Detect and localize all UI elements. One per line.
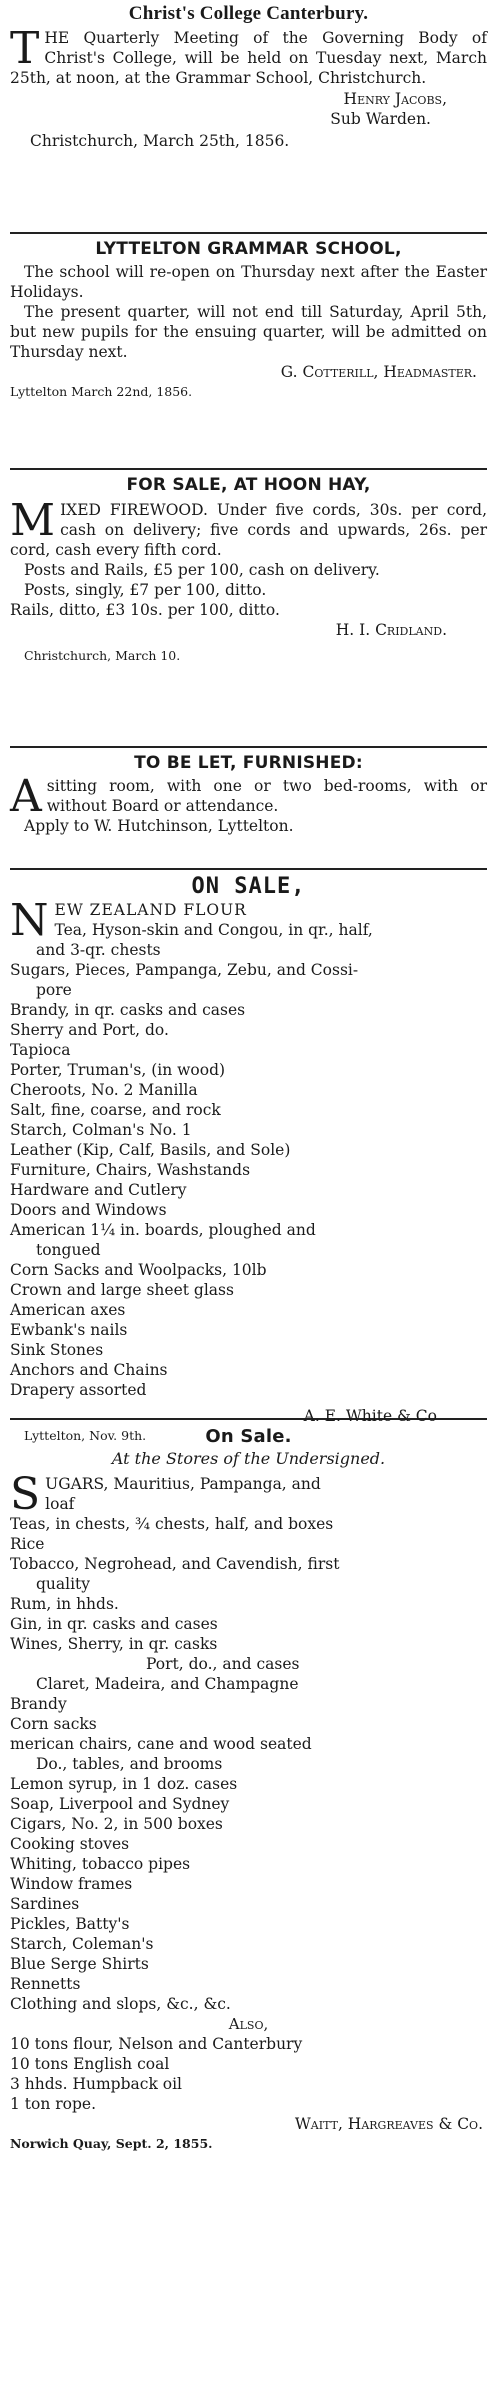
- list-item: Anchors and Chains: [10, 1361, 168, 1379]
- goods-list: [10, 920, 487, 1400]
- list-item: Tapioca: [10, 1041, 71, 1059]
- ad-signer: A. E. White & Co: [303, 1407, 437, 1425]
- list-item: Tobacco, Negrohead, and Cavendish, first: [10, 1555, 340, 1573]
- drop-cap: M: [10, 495, 56, 546]
- list-item: Leather (Kip, Calf, Basils, and Sole): [10, 1141, 291, 1159]
- list-item: Starch, Coleman's: [10, 1935, 154, 1953]
- ad-body: THE Quarterly Meeting of the Governing Body of Christ's College, will be held on Tuesday next, March 25th, at noon, at the Grammar School, Christchurch.: [10, 23, 487, 87]
- list-item: 10 tons flour, Nelson and Canterbury: [10, 2035, 303, 2053]
- list-item: Cooking stoves: [10, 1835, 130, 1853]
- list-item: tongued: [36, 1241, 101, 1259]
- ad-christs-college: [10, 0, 487, 232]
- list-item: 10 tons English coal: [10, 2055, 170, 2073]
- list-item: Crown and large sheet glass: [10, 1281, 234, 1299]
- list-item: Sugars, Pieces, Pampanga, Zebu, and Cossi-: [10, 961, 359, 979]
- list-item: Drapery assorted: [10, 1381, 147, 1399]
- list-item: Doors and Windows: [10, 1201, 167, 1219]
- ad-body: The present quarter, will not end till Saturday, April 5th, but new pupils for the ensuing quarter, will be admitted on Thursday next.: [10, 303, 487, 361]
- also-list: [10, 2034, 487, 2114]
- list-item: Brandy: [10, 1695, 67, 1713]
- list-item: American axes: [10, 1301, 126, 1319]
- ad-signer: G. Cotterill, Headmaster.: [280, 363, 477, 381]
- ad-body: The school will re-open on Thursday next after the Easter Holidays.: [10, 263, 487, 301]
- list-item: Furniture, Chairs, Washstands: [10, 1161, 251, 1179]
- list-item: Window frames: [10, 1875, 133, 1893]
- signer-name: Henry Jacobs,: [343, 90, 447, 108]
- list-item: 1 ton rope.: [10, 2095, 97, 2113]
- drop-cap: A: [10, 771, 42, 822]
- ad-body: Posts, singly, £7 per 100, ditto.: [24, 581, 267, 599]
- list-item: Clothing and slops, &c., &c.: [10, 1995, 231, 2013]
- list-item: Wines, Sherry, in qr. casks: [10, 1635, 218, 1653]
- ad-on-sale-waitt-hargreaves: [10, 1420, 487, 2360]
- list-item: merican chairs, cane and wood seated: [10, 1735, 312, 1753]
- ad-body: Posts and Rails, £5 per 100, cash on delivery.: [24, 561, 380, 579]
- list-item: Blue Serge Shirts: [10, 1955, 149, 1973]
- list-item: loaf: [45, 1495, 75, 1513]
- ad-date: Christchurch, March 25th, 1856.: [30, 132, 290, 150]
- list-item: Ewbank's nails: [10, 1321, 128, 1339]
- list-item: Cigars, No. 2, in 500 boxes: [10, 1815, 223, 1833]
- list-item: Lemon syrup, in 1 doz. cases: [10, 1775, 238, 1793]
- list-item: Corn Sacks and Woolpacks, 10lb: [10, 1261, 267, 1279]
- ad-heading: ON SALE,: [191, 874, 306, 899]
- ad-subheading: At the Stores of the Undersigned.: [111, 1449, 386, 1468]
- ad-date: Lyttelton, Nov. 9th.: [24, 1428, 147, 1443]
- ad-to-be-let: [10, 748, 487, 868]
- ad-signer: Waitt, Hargreaves & Co.: [294, 2115, 483, 2133]
- list-item: Teas, in chests, ¾ chests, half, and boxes: [10, 1515, 334, 1533]
- ad-date: Norwich Quay, Sept. 2, 1855.: [10, 2136, 213, 2151]
- signer-title: Sub Warden.: [330, 110, 431, 128]
- list-item: Starch, Colman's No. 1: [10, 1121, 192, 1139]
- drop-cap: T: [10, 23, 40, 74]
- list-item: quality: [36, 1575, 91, 1593]
- ad-first-line: SUGARS, Mauritius, Pampanga, and: [10, 1469, 321, 1520]
- drop-cap: N: [10, 895, 50, 946]
- also-label: Also,: [228, 2015, 269, 2033]
- ad-heading: TO BE LET, FURNISHED:: [134, 753, 363, 773]
- list-item: and 3-qr. chests: [36, 941, 161, 959]
- list-item: Hardware and Cutlery: [10, 1181, 187, 1199]
- list-item: Soap, Liverpool and Sydney: [10, 1795, 230, 1813]
- ad-body: Rails, ditto, £3 10s. per 100, ditto.: [10, 601, 280, 619]
- list-item: Pickles, Batty's: [10, 1915, 130, 1933]
- list-item: Sink Stones: [10, 1341, 104, 1359]
- list-item: Whiting, tobacco pipes: [10, 1855, 191, 1873]
- list-item: Claret, Madeira, and Champagne: [36, 1675, 299, 1693]
- list-item: Rum, in hhds.: [10, 1595, 119, 1613]
- list-item: Corn sacks: [10, 1715, 97, 1733]
- ad-hoon-hay-firewood: [10, 470, 487, 746]
- ad-heading: FOR SALE, AT HOON HAY,: [126, 475, 371, 495]
- list-item: Sardines: [10, 1895, 80, 1913]
- ad-lyttelton-grammar-school: [10, 234, 487, 468]
- ad-body: Asitting room, with one or two bed-rooms, with or without Board or attendance.: [10, 771, 487, 822]
- list-item: American 1¼ in. boards, ploughed and: [10, 1221, 316, 1239]
- list-item: Salt, fine, coarse, and rock: [10, 1101, 221, 1119]
- ad-body: MIXED FIREWOOD. Under five cords, 30s. per cord, cash on delivery; five cords and upwards, 26s. per cord, cash every fifth cord.: [10, 495, 487, 559]
- list-item: Do., tables, and brooms: [36, 1755, 223, 1773]
- ad-heading: On Sale.: [205, 1426, 292, 1447]
- ad-date: Christchurch, March 10.: [24, 648, 181, 663]
- list-item: Sherry and Port, do.: [10, 1021, 169, 1039]
- ad-signer: H. I. Cridland.: [335, 621, 447, 639]
- list-item: pore: [36, 981, 72, 999]
- list-item: Cheroots, No. 2 Manilla: [10, 1081, 198, 1099]
- ad-heading: LYTTELTON GRAMMAR SCHOOL,: [95, 239, 402, 259]
- ad-date: Lyttelton March 22nd, 1856.: [10, 384, 193, 399]
- list-item: 3 hhds. Humpback oil: [10, 2075, 183, 2093]
- list-item: Tea, Hyson-skin and Congou, in qr., half,: [54, 921, 373, 939]
- drop-cap: S: [10, 1469, 41, 1520]
- ad-heading: Christ's College Canterbury.: [128, 3, 369, 24]
- ad-first-line: NEW ZEALAND FLOUR: [10, 895, 247, 946]
- goods-list: [10, 1494, 487, 2014]
- list-item: Rennetts: [10, 1975, 81, 1993]
- list-item: Rice: [10, 1535, 45, 1553]
- list-item: Brandy, in qr. casks and cases: [10, 1001, 246, 1019]
- list-item: Porter, Truman's, (in wood): [10, 1061, 226, 1079]
- list-item: Port, do., and cases: [146, 1655, 300, 1673]
- ad-body: Apply to W. Hutchinson, Lyttelton.: [24, 817, 294, 835]
- list-item: Gin, in qr. casks and cases: [10, 1615, 218, 1633]
- ad-on-sale-white: [10, 870, 487, 1443]
